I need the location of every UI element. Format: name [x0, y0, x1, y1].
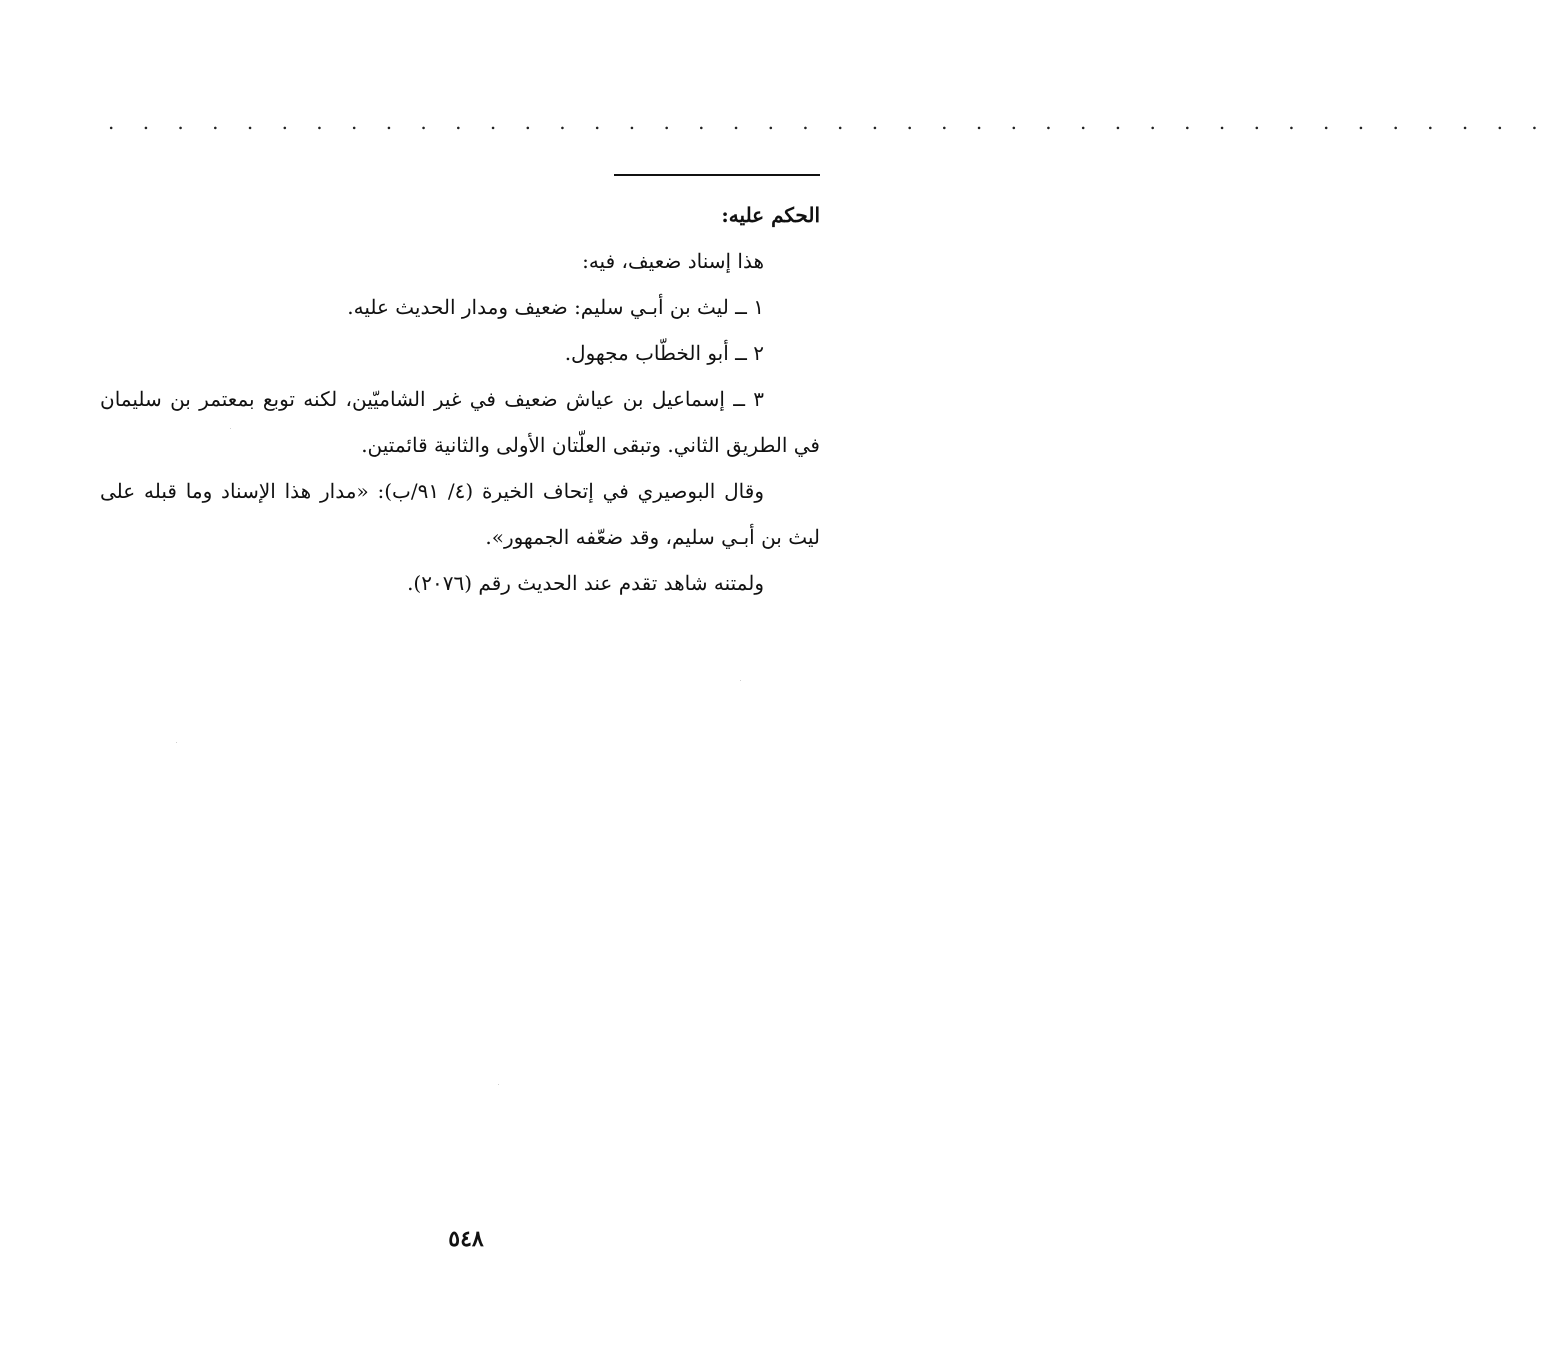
- section-heading: الحكم عليه:: [721, 203, 820, 227]
- scan-speck: [176, 742, 177, 743]
- ruling-section: [100, 192, 820, 606]
- scan-speck: [498, 1084, 499, 1085]
- scan-speck: [230, 428, 231, 429]
- page-number: ٥٤٨: [448, 1226, 484, 1252]
- dotted-separator: . . . . . . . . . . . . . . . . . . . . . . . . . . . . . . . . . . . . . . . . . .: [108, 110, 1549, 134]
- list-item: ٢ ــ أبو الخطّاب مجهول.: [564, 341, 764, 365]
- witness-line: ولمتنه شاهد تقدم عند الحديث رقم (٢٠٧٦).: [407, 571, 764, 595]
- list-item: ١ ــ ليث بن أبـي سليم: ضعيف ومدار الحديث عليه.: [347, 295, 764, 319]
- intro-line: هذا إسناد ضعيف، فيه:: [582, 249, 764, 273]
- list-item: ٣ ــ إسماعيل بن عياش ضعيف في غير الشاميّين، لكنه توبع بمعتمر بن سليمان في الطريق الثاني. وتبقى العلّتان الأولى والثانية قائمتين.: [100, 387, 820, 457]
- quote-paragraph: وقال البوصيري في إتحاف الخيرة (٤/ ٩١/ب): «مدار هذا الإسناد وما قبله على ليث بن أبـي سليم، وقد ضعّفه الجمهور».: [100, 479, 820, 549]
- footnote-rule: [614, 174, 820, 176]
- scan-speck: [740, 680, 741, 681]
